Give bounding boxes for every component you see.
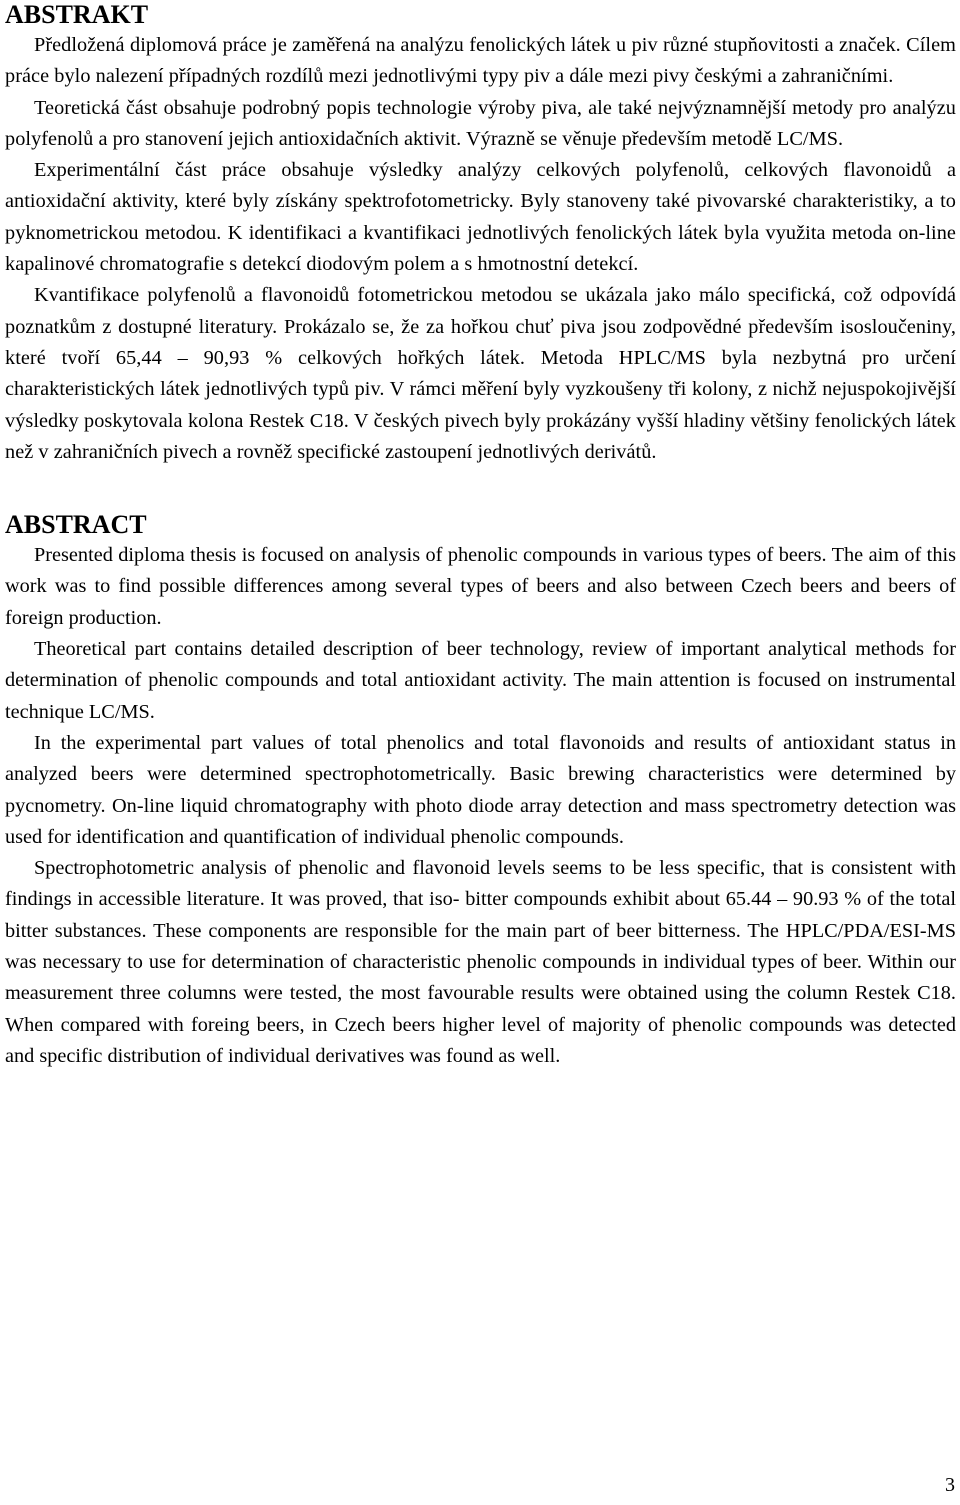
abstrakt-paragraph: Teoretická část obsahuje podrobný popis technologie výroby piva, ale také nejvýznamnější metody pro analýzu polyfenolů a pro stanovení jejich antioxidačních aktivit. Výrazně se věnuje především metodě LC/MS. (5, 96, 956, 150)
document-page (5, 0, 956, 1072)
abstrakt-paragraph: Experimentální část práce obsahuje výsledky analýzy celkových polyfenolů, celkových flavonoidů a antioxidační aktivity, které byly získány spektrofotometricky. Byly stanoveny také pivovarské charakteristiky, a to pyknometrickou metodou. K identifikaci a kvantifikaci jednotlivých fenolických látek byla využita metoda on-line kapalinové chromatografie s detekcí diodovým polem a s hmotnostní detekcí. (5, 159, 956, 276)
abstract-heading: ABSTRACT (5, 510, 147, 540)
abstract-paragraph: In the experimental part values of total phenolics and total flavonoids and results of antioxidant status in analyzed beers were determined spectrophotometrically. Basic brewing characteristics were determined by pycnometry. On-line liquid chromatography with photo diode array detection and mass spectrometry detection was used for identification and quantification of individual phenolic compounds. (5, 731, 956, 848)
abstrakt-paragraph: Kvantifikace polyfenolů a flavonoidů fotometrickou metodou se ukázala jako málo specifická, což odpovídá poznatkům z dostupné literatury. Prokázalo se, že za hořkou chuť piva jsou zodpovědné především isosloučeniny, které tvoří 65,44 – 90,93 % celkových hořkých látek. Metoda HPLC/MS byla nezbytná pro určení charakteristických látek jednotlivých typů piv. V rámci měření byly vyzkoušeny tři kolony, z nichž nejuspokojivější výsledky poskytovala kolona Restek C18. V českých pivech byly prokázány vyšší hladiny většiny fenolických látek než v zahraničních pivech a rovněž specifické zastoupení jednotlivých derivátů. (5, 284, 956, 463)
abstrakt-heading: ABSTRAKT (5, 0, 149, 29)
abstract-paragraph: Theoretical part contains detailed description of beer technology, review of important analytical methods for determination of phenolic compounds and total antioxidant activity. The main attention is focused on instrumental technique LC/MS. (5, 638, 956, 723)
page-number: 3 (945, 1474, 955, 1496)
abstract-czech-section (5, 0, 956, 468)
abstrakt-paragraph: Předložená diplomová práce je zaměřená na analýzu fenolických látek u piv různé stupňovitosti a značek. Cílem práce bylo nalezení případných rozdílů mezi jednotlivými typy piv a dále mezi pivy českými a zahraničními. (5, 34, 956, 88)
abstract-paragraph: Presented diploma thesis is focused on analysis of phenolic compounds in various types of beers. The aim of this work was to find possible differences among several types of beers and also between Czech beers and beers of foreign production. (5, 544, 956, 629)
abstract-paragraph: Spectrophotometric analysis of phenolic and flavonoid levels seems to be less specific, that is consistent with findings in accessible literature. It was proved, that iso- bitter compounds exhibit about 65.44 – 90.93 % of the total bitter substances. These components are responsible for the main part of beer bitterness. The HPLC/PDA/ESI-MS was necessary to use for determination of characteristic phenolic compounds in individual types of beer. Within our measurement three columns were tested, the most favourable results were obtained using the column Restek C18. When compared with foreing beers, in Czech beers higher level of majority of phenolic compounds was detected and specific distribution of individual derivatives was found as well. (5, 857, 956, 1067)
abstract-english-section (5, 510, 956, 1072)
